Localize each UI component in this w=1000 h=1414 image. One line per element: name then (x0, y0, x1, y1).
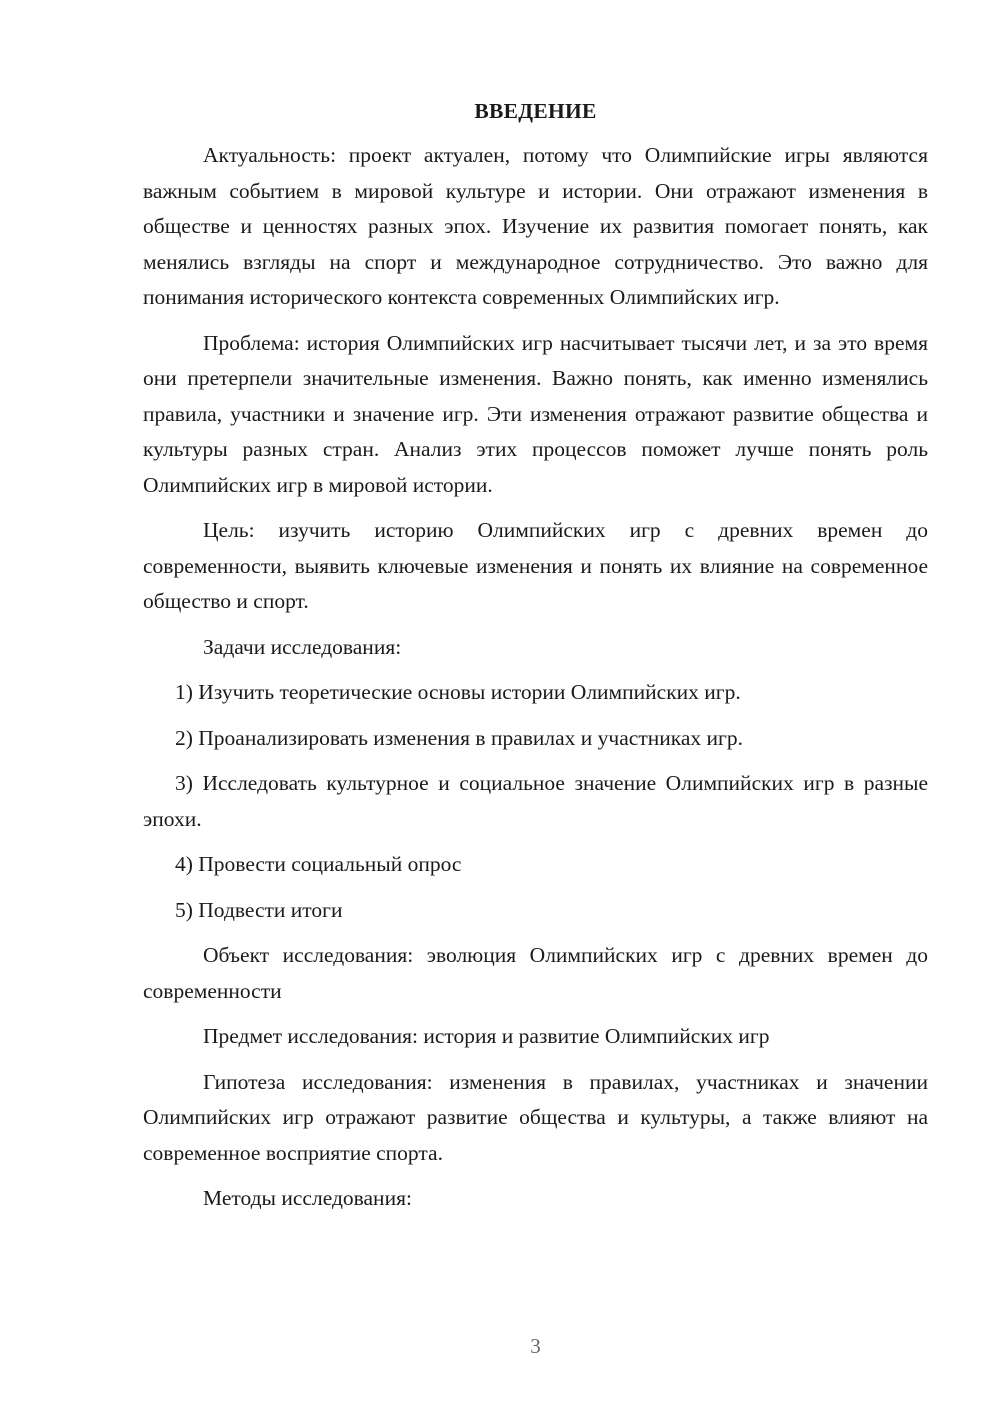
tasks-intro: Задачи исследования: (203, 634, 402, 659)
object-paragraph: Объект исследования: эволюция Олимпийских игр с древних времен до современности (143, 943, 928, 1003)
task-item-2: 2) Проанализировать изменения в правилах и участниках игр. (175, 725, 743, 750)
subject-paragraph: Предмет исследования: история и развитие Олимпийских игр (203, 1024, 770, 1048)
hypothesis-paragraph: Гипотеза исследования: изменения в правилах, участниках и значении Олимпийских игр отражают развитие общества и культуры, а также влияют на современное восприятие спорта. (143, 1069, 928, 1165)
problem-paragraph: Проблема: история Олимпийских игр насчитывает тысячи лет, и за это время они претерпели значительные изменения. Важно понять, как именно изменялись правила, участники и значение игр. Эти изменения отражают развитие общества и культуры разных стран. Анализ этих процессов поможет лучше понять роль Олимпийских игр в мировой истории. (143, 330, 928, 497)
task-item-5: 5) Подвести итоги (175, 897, 343, 922)
goal-paragraph: Цель: изучить историю Олимпийских игр с древних времен до современности, выявить ключевые изменения и понять их влияние на современное общество и спорт. (143, 518, 928, 613)
methods-intro: Методы исследования: (203, 1186, 412, 1210)
task-item-4: 4) Провести социальный опрос (175, 852, 462, 876)
relevance-paragraph: Актуальность: проект актуален, потому что Олимпийские игры являются важным событием в мировой культуре и истории. Они отражают изменения в обществе и ценностях разных эпох. Изучение их развития помогает понять, как менялись взгляды на спорт и международное сотрудничество. Это важно для понимания исторического контекста современных Олимпийских игр. (143, 143, 928, 309)
task-item-1: 1) Изучить теоретические основы истории Олимпийских игр. (175, 680, 741, 704)
section-heading: ВВЕДЕНИЕ (474, 99, 597, 123)
task-item-3: 3) Исследовать культурное и социальное значение Олимпийских игр в разные эпохи. (143, 771, 928, 831)
page-number: 3 (530, 1334, 541, 1358)
document-page (143, 96, 928, 1227)
